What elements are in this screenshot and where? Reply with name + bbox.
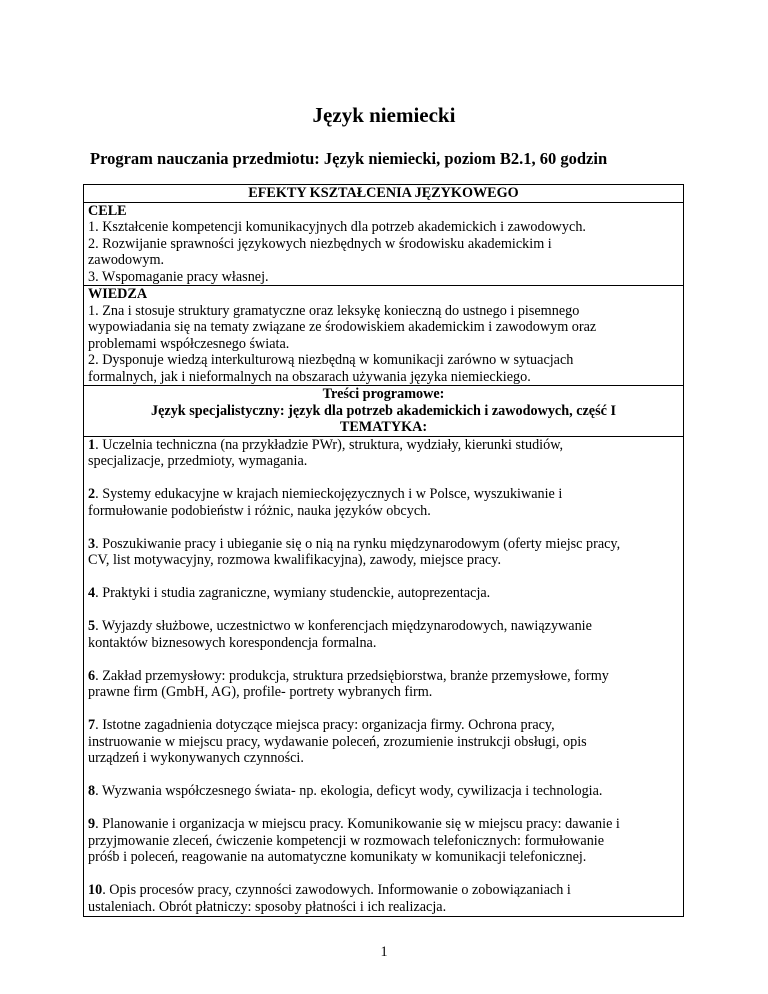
cele-line: 2. Rozwijanie sprawności językowych niezbędnych w środowisku akademickim i	[88, 235, 552, 252]
list-item	[88, 437, 679, 470]
wiedza-line: formalnych, jak i nieformalnych na obszarach używania języka niemieckiego.	[88, 368, 531, 385]
topics-section	[84, 436, 683, 917]
topic-line: prawne firm (GmbH, AG), profile- portrety wybranych firm.	[88, 684, 433, 700]
topic-line: przyjmowanie zleceń, ćwiczenie kompetencji w rozmowach telefonicznych: formułowanie	[88, 832, 605, 849]
list-item	[88, 882, 679, 915]
cele-title: CELE	[88, 202, 127, 219]
topic-number: 9	[88, 816, 96, 832]
topic-line: CV, list motywacyjny, rozmowa kwalifikacyjna), zawody, miejsce pracy.	[88, 552, 502, 568]
wiedza-section	[84, 285, 683, 385]
topic-line: . Wyjazdy służbowe, uczestnictwo w konferencjach międzynarodowych, nawiązywanie	[95, 618, 592, 634]
topic-line: . Zakład przemysłowy: produkcja, struktura przedsiębiorstwa, branże przemysłowe, formy	[95, 667, 609, 684]
topic-line: . Istotne zagadnienia dotyczące miejsca pracy: organizacja firmy. Ochrona pracy,	[95, 717, 555, 733]
list-item	[88, 668, 679, 701]
topic-number: 2	[88, 486, 96, 502]
topic-line: . Planowanie i organizacja w miejscu pracy. Komunikowanie się w miejscu pracy: dawanie i	[95, 816, 620, 832]
topic-line: . Wyzwania współczesnego świata- np. ekologia, deficyt wody, cywilizacja i technologia.	[95, 783, 603, 799]
tematyka-heading: TEMATYKA:	[339, 419, 428, 435]
specialist-language-heading: Język specjalistyczny: język dla potrzeb akademickich i zawodowych, część I	[151, 402, 616, 419]
wiedza-title: WIEDZA	[88, 286, 148, 302]
list-item	[88, 536, 679, 569]
topic-number: 3	[88, 535, 96, 552]
wiedza-line: wypowiadania się na tematy związane ze środowiskiem akademickim i zawodowym oraz	[88, 319, 597, 335]
wiedza-line: problemami współczesnego świata.	[88, 335, 290, 352]
wiedza-line: 1. Zna i stosuje struktury gramatyczne oraz leksykę konieczną do ustnego i pisemnego	[88, 302, 580, 319]
cele-line: 3. Wspomaganie pracy własnej.	[88, 268, 269, 285]
wiedza-line: 2. Dysponuje wiedzą interkulturową niezbędną w komunikacji zarówno w sytuacjach	[88, 352, 574, 368]
list-item	[88, 486, 679, 519]
page-number: 1	[380, 944, 388, 960]
topic-line: . Praktyki i studia zagraniczne, wymiany studenckie, autoprezentacja.	[95, 585, 491, 601]
topic-number: 6	[88, 667, 96, 684]
list-item	[88, 783, 679, 800]
cele-line: zawodowym.	[88, 252, 165, 268]
document-subtitle: Program nauczania przedmiotu: Język niemiecki, poziom B2.1, 60 godzin	[90, 149, 608, 168]
list-item	[88, 717, 679, 767]
topic-line: instruowanie w miejscu pracy, wydawanie poleceń, zrozumienie instrukcji obsługi, opis	[88, 733, 587, 750]
topic-line: próśb i poleceń, reagowanie na automatyczne komunikaty w komunikacji telefonicznej.	[88, 849, 587, 865]
list-item	[88, 618, 679, 651]
topic-line: . Systemy edukacyjne w krajach niemieckojęzycznych i w Polsce, wyszukiwanie i	[95, 486, 563, 502]
topic-number: 8	[88, 783, 96, 799]
tresci-section	[84, 385, 683, 436]
topic-line: kontaktów biznesowych korespondencja formalna.	[88, 634, 377, 651]
topic-line: . Poszukiwanie pracy i ubieganie się o nią na rynku międzynarodowym (oferty miejsc pracy,	[95, 535, 621, 552]
cele-line: 1. Kształcenie kompetencji komunikacyjnych dla potrzeb akademickich i zawodowych.	[88, 219, 586, 235]
curriculum-table	[83, 184, 684, 917]
topic-line: . Opis procesów pracy, czynności zawodowych. Informowanie o zobowiązaniach i	[102, 882, 571, 898]
topic-number: 1	[88, 436, 96, 453]
topic-line: urządzeń i wykonywanych czynności.	[88, 750, 304, 766]
tresci-title: Treści programowe:	[322, 386, 445, 402]
topic-line: formułowanie podobieństw i różnic, nauka języków obcych.	[88, 502, 431, 519]
topic-number: 5	[88, 618, 96, 634]
list-item	[88, 585, 679, 602]
topic-number: 4	[88, 585, 96, 601]
cele-section	[84, 202, 683, 286]
page-title: Język niemiecki	[312, 103, 456, 127]
topic-line: ustaleniach. Obrót płatniczy: sposoby płatności i ich realizacja.	[88, 898, 447, 915]
table-header: EFEKTY KSZTAŁCENIA JĘZYKOWEGO	[248, 185, 519, 201]
topic-number: 7	[88, 717, 96, 733]
topic-line: specjalizacje, przedmioty, wymagania.	[88, 453, 308, 469]
list-item	[88, 816, 679, 866]
topic-number: 10	[88, 882, 103, 898]
topic-line: . Uczelnia techniczna (na przykładzie PWr), struktura, wydziały, kierunki studiów,	[95, 436, 564, 453]
